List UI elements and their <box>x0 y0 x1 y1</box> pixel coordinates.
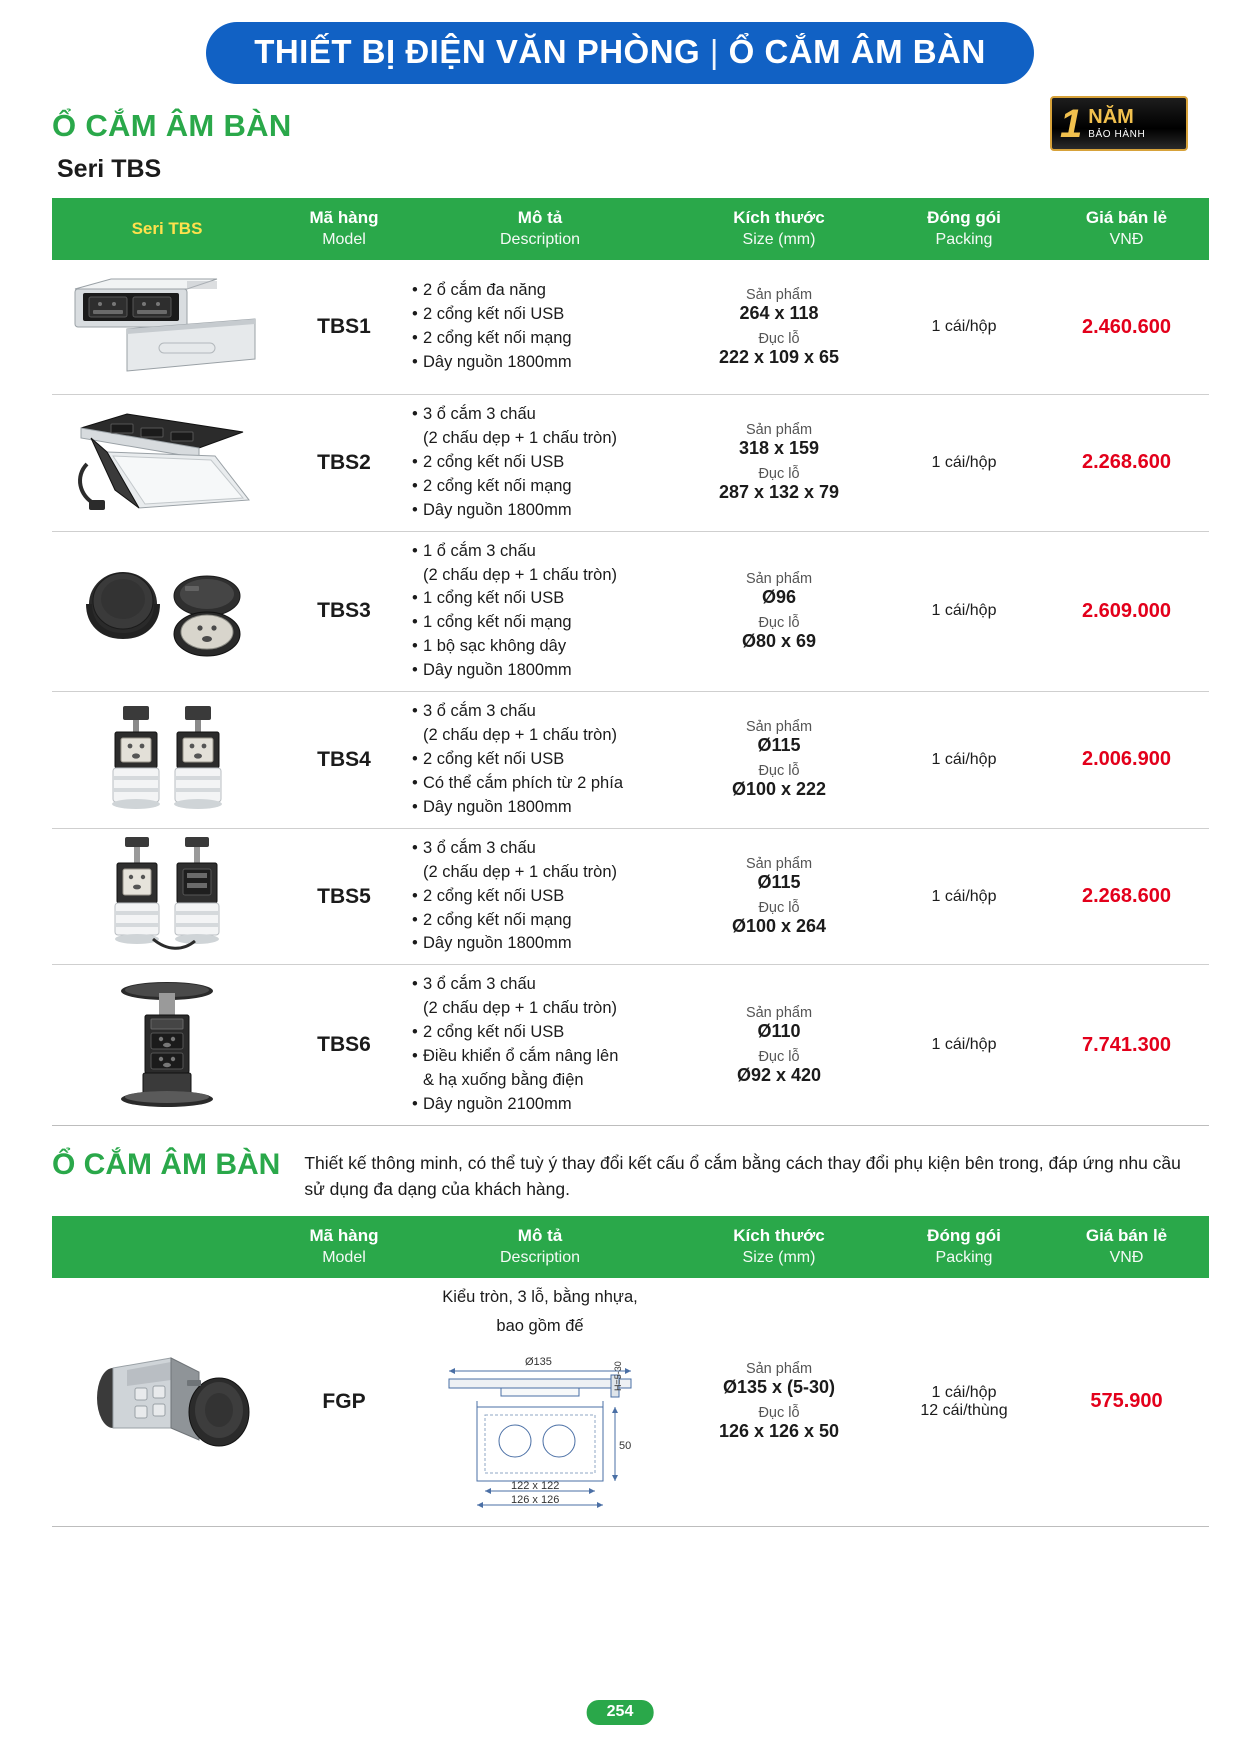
desc-item: (2 chấu dẹp + 1 chấu tròn) <box>423 862 618 881</box>
product-price-cell <box>1044 1278 1209 1526</box>
svg-text:126 x 126: 126 x 126 <box>511 1493 560 1506</box>
product-image-cell <box>52 965 282 1126</box>
price-value: 2.460.600 <box>1082 315 1171 338</box>
product-model-cell <box>282 965 406 1126</box>
header-description: Mô tả Description <box>406 1216 674 1278</box>
product-size-cell <box>674 260 884 395</box>
product-packing-cell: 1 cái/hộp <box>884 395 1044 532</box>
header-banner <box>206 22 1034 84</box>
desc-item: • 3 ổ cắm 3 chấu <box>412 973 668 997</box>
product-image-cell <box>52 828 282 965</box>
size-value-product: Ø115 <box>757 872 801 893</box>
product-packing-cell: 1 cái/hộp <box>884 692 1044 829</box>
product-image-tbs4 <box>58 701 276 819</box>
price-value: 7.741.300 <box>1082 1033 1171 1056</box>
model-code: TBS1 <box>317 315 371 338</box>
product-image-cell <box>52 531 282 692</box>
table-row <box>52 692 1209 829</box>
desc-item: • 2 cổng kết nối USB <box>412 303 668 327</box>
product-image-fgp <box>58 1332 276 1472</box>
desc-item: • Dây nguồn 2100mm <box>412 1093 668 1117</box>
product-image-tbs6 <box>58 986 276 1104</box>
desc-line-1: Kiểu tròn, 3 lỗ, bằng nhựa, <box>442 1288 638 1307</box>
header-banner-left: THIẾT BỊ ĐIỆN VĂN PHÒNG <box>254 33 701 70</box>
product-table-tbs <box>52 198 1209 1126</box>
desc-item: • 3 ổ cắm 3 chấu <box>412 700 668 724</box>
desc-item: • 2 cổng kết nối mạng <box>412 475 668 499</box>
section-two-description: Thiết kế thông minh, có thể tuỳ ý thay đổi kết cấu ổ cắm bằng cách thay đổi phụ kiện bên trong, đáp ứng nhu cầu sử dụng đa dạng của khách hàng. <box>304 1152 1181 1200</box>
product-image-tbs2 <box>58 404 276 522</box>
size-label-cutout: Đục lỗ <box>758 900 800 917</box>
desc-item: (2 chấu dẹp + 1 chấu tròn) <box>423 726 618 745</box>
packing-line-2: 12 cái/thùng <box>920 1401 1008 1419</box>
size-value-product: 264 x 118 <box>739 302 819 323</box>
svg-text:50: 50 <box>619 1439 632 1452</box>
desc-item: • Dây nguồn 1800mm <box>412 351 668 375</box>
size-label-cutout: Đục lỗ <box>758 614 800 631</box>
desc-item: • 2 cổng kết nối mạng <box>412 909 668 933</box>
model-code: TBS4 <box>317 747 371 771</box>
product-packing-cell <box>884 1278 1044 1526</box>
desc-item: • 2 cổng kết nối USB <box>412 1021 668 1045</box>
packing-line-1: 1 cái/hộp <box>931 1383 997 1401</box>
desc-item: • Dây nguồn 1800mm <box>412 932 668 956</box>
product-packing-cell: 1 cái/hộp <box>884 828 1044 965</box>
header-price: Giá bán lẻ VNĐ <box>1044 198 1209 260</box>
product-model-cell <box>282 395 406 532</box>
desc-item: • 2 cổng kết nối USB <box>412 748 668 772</box>
size-value-cutout: Ø80 x 69 <box>741 630 817 651</box>
size-label-cutout: Đục lỗ <box>758 763 800 780</box>
header-banner-right: Ổ CẮM ÂM BÀN <box>728 33 986 70</box>
product-model-cell <box>282 531 406 692</box>
product-price-cell <box>1044 260 1209 395</box>
table-row <box>52 395 1209 532</box>
size-label-product: Sản phẩm <box>745 1361 813 1378</box>
model-code: TBS2 <box>317 450 371 474</box>
product-model-cell <box>282 828 406 965</box>
product-description-cell <box>406 828 674 965</box>
section-two-heading <box>52 1148 1188 1203</box>
size-value-product: Ø115 <box>757 735 801 756</box>
product-packing-cell: 1 cái/hộp <box>884 260 1044 395</box>
size-value-cutout: Ø100 x 222 <box>731 779 827 800</box>
desc-item: • Dây nguồn 1800mm <box>412 796 668 820</box>
section-one-subtitle: Seri TBS <box>57 155 162 183</box>
price-value: 2.268.600 <box>1082 451 1171 474</box>
size-label-product: Sản phẩm <box>745 570 813 587</box>
product-size-cell <box>674 531 884 692</box>
warranty-badge-number: 1 <box>1060 101 1083 146</box>
header-seri: Seri TBS <box>52 198 282 260</box>
desc-item: (2 chấu dẹp + 1 chấu tròn) <box>423 999 618 1018</box>
desc-item: • Dây nguồn 1800mm <box>412 659 668 683</box>
product-price-cell <box>1044 692 1209 829</box>
size-value-product: Ø96 <box>761 586 797 607</box>
header-model: Mã hàng Model <box>282 1216 406 1278</box>
desc-item: • 2 cổng kết nối USB <box>412 885 668 909</box>
desc-item: • 2 ổ cắm đa năng <box>412 279 668 303</box>
product-image-cell <box>52 395 282 532</box>
product-packing-cell: 1 cái/hộp <box>884 531 1044 692</box>
desc-line-2: bao gồm đế <box>496 1317 584 1336</box>
page-header <box>0 0 1240 84</box>
table-row <box>52 260 1209 395</box>
price-value: 2.268.600 <box>1082 885 1171 908</box>
price-value: 575.900 <box>1090 1390 1163 1413</box>
desc-item: • Có thể cắm phích từ 2 phía <box>412 772 668 796</box>
product-packing-cell: 1 cái/hộp <box>884 965 1044 1126</box>
svg-text:122 x 122: 122 x 122 <box>511 1479 560 1492</box>
product-image-tbs3 <box>58 552 276 670</box>
product-model-cell <box>282 692 406 829</box>
desc-item: & hạ xuống bằng điện <box>423 1071 584 1090</box>
product-description-cell <box>406 395 674 532</box>
desc-item: • Điều khiển ổ cắm nâng lên <box>412 1045 668 1069</box>
product-size-cell <box>674 828 884 965</box>
product-size-cell <box>674 395 884 532</box>
product-description-cell <box>406 260 674 395</box>
desc-item: • 2 cổng kết nối mạng <box>412 327 668 351</box>
product-price-cell <box>1044 828 1209 965</box>
warranty-badge-unit: NĂM <box>1088 106 1134 128</box>
size-value-cutout: 287 x 132 x 79 <box>718 482 840 503</box>
header-blank <box>52 1216 282 1278</box>
product-image-cell <box>52 692 282 829</box>
size-label-cutout: Đục lỗ <box>758 330 800 347</box>
desc-item: • Dây nguồn 1800mm <box>412 499 668 523</box>
size-value-product: 318 x 159 <box>738 438 820 459</box>
header-size: Kích thước Size (mm) <box>674 198 884 260</box>
table-row <box>52 531 1209 692</box>
table-header-row <box>52 1216 1209 1278</box>
product-image-cell <box>52 1278 282 1526</box>
product-table-fgp <box>52 1216 1209 1526</box>
product-model-cell <box>282 260 406 395</box>
header-packing: Đóng gói Packing <box>884 1216 1044 1278</box>
price-value: 2.006.900 <box>1082 748 1171 771</box>
product-price-cell <box>1044 531 1209 692</box>
fgp-dimension-drawing <box>415 1345 665 1513</box>
product-description-cell <box>406 531 674 692</box>
product-price-cell <box>1044 395 1209 532</box>
warranty-badge-text <box>1088 107 1145 140</box>
model-code: TBS6 <box>317 1033 371 1057</box>
product-image-tbs5 <box>58 838 276 956</box>
size-value-cutout: 222 x 109 x 65 <box>718 346 840 367</box>
size-value-cutout: Ø92 x 420 <box>736 1064 822 1085</box>
table-row <box>52 1278 1209 1526</box>
desc-item: • 2 cổng kết nối USB <box>412 451 668 475</box>
desc-item: • 1 ổ cắm 3 chấu <box>412 540 668 564</box>
warranty-badge <box>1050 96 1188 151</box>
desc-item: • 3 ổ cắm 3 chấu <box>412 403 668 427</box>
svg-text:H=5-30: H=5-30 <box>613 1360 623 1391</box>
price-value: 2.609.000 <box>1082 599 1171 622</box>
size-label-product: Sản phẩm <box>745 1004 813 1021</box>
size-label-product: Sản phẩm <box>745 422 813 439</box>
technical-drawing <box>412 1286 668 1517</box>
table-row <box>52 828 1209 965</box>
product-image-tbs1 <box>58 268 276 386</box>
size-value-product: Ø110 <box>757 1020 801 1041</box>
warranty-badge-label: BẢO HÀNH <box>1088 129 1146 140</box>
section-one-title: Ổ CẮM ÂM BÀN <box>52 108 292 143</box>
svg-text:Ø135: Ø135 <box>525 1355 552 1368</box>
product-model-cell <box>282 1278 406 1526</box>
desc-item: • 1 cổng kết nối USB <box>412 587 668 611</box>
desc-item: • 3 ổ cắm 3 chấu <box>412 837 668 861</box>
size-value-product: Ø135 x (5-30) <box>722 1377 836 1398</box>
size-value-cutout: 126 x 126 x 50 <box>718 1421 840 1442</box>
size-label-product: Sản phẩm <box>745 286 813 303</box>
size-label-product: Sản phẩm <box>745 719 813 736</box>
size-value-cutout: Ø100 x 264 <box>731 916 827 937</box>
size-label-product: Sản phẩm <box>745 856 813 873</box>
size-label-cutout: Đục lỗ <box>758 1405 800 1422</box>
model-code: FGP <box>322 1389 366 1413</box>
header-size: Kích thước Size (mm) <box>674 1216 884 1278</box>
desc-item: • 1 cổng kết nối mạng <box>412 611 668 635</box>
product-price-cell <box>1044 965 1209 1126</box>
product-size-cell <box>674 692 884 829</box>
size-label-cutout: Đục lỗ <box>758 1048 800 1065</box>
product-image-cell <box>52 260 282 395</box>
table-row <box>52 965 1209 1126</box>
table-header-row <box>52 198 1209 260</box>
model-code: TBS5 <box>317 884 371 908</box>
header-banner-separator: | <box>700 33 729 70</box>
desc-item: (2 chấu dẹp + 1 chấu tròn) <box>423 428 618 447</box>
desc-item: (2 chấu dẹp + 1 chấu tròn) <box>423 565 618 584</box>
model-code: TBS3 <box>317 599 371 623</box>
header-packing: Đóng gói Packing <box>884 198 1044 260</box>
product-size-cell <box>674 1278 884 1526</box>
product-description-cell <box>406 692 674 829</box>
section-two-title: Ổ CẮM ÂM BÀN <box>52 1147 281 1181</box>
header-description: Mô tả Description <box>406 198 674 260</box>
size-label-cutout: Đục lỗ <box>758 466 800 483</box>
desc-item: • 1 bộ sạc không dây <box>412 635 668 659</box>
product-description-cell <box>406 965 674 1126</box>
product-size-cell <box>674 965 884 1126</box>
product-description-cell <box>406 1278 674 1526</box>
header-model: Mã hàng Model <box>282 198 406 260</box>
page-number: 254 <box>587 1700 654 1725</box>
header-price: Giá bán lẻ VNĐ <box>1044 1216 1209 1278</box>
